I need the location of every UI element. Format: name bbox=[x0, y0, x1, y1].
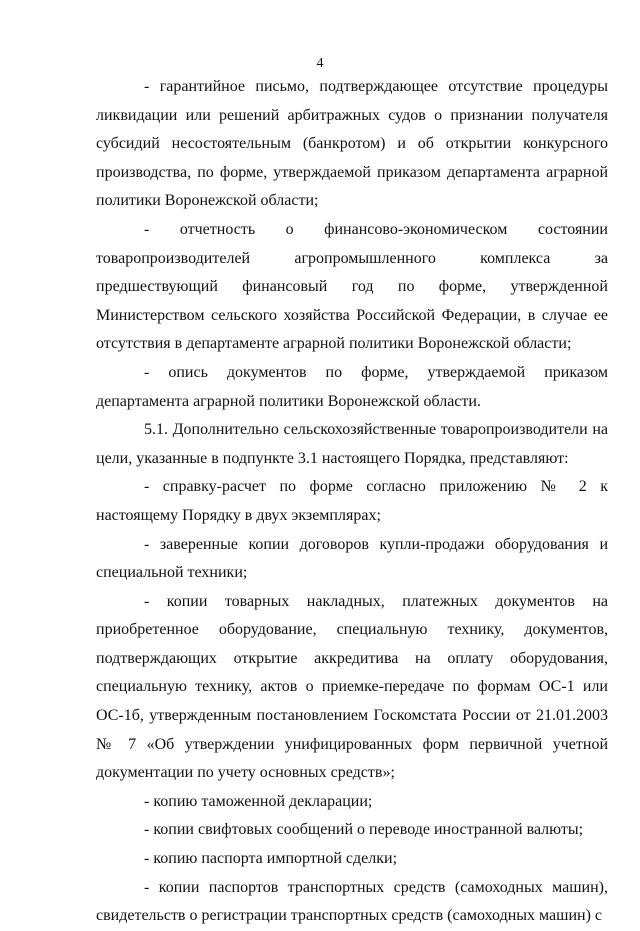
paragraph-calculation-certificate: - справку-расчет по форме согласно приложению № 2 к настоящему Порядку в двух экземплярах; bbox=[96, 478, 608, 524]
paragraph-contract-copies: - заверенные копии договоров купли-продажи оборудования и специальной техники; bbox=[96, 535, 608, 582]
paragraph-section-5-1: 5.1. Дополнительно сельскохозяйственные товаропроизводители на цели, указанные в подпункте 3.1 настоящего Порядка, представляют: bbox=[96, 421, 608, 467]
paragraph-customs-declaration: - копию таможенной декларации; bbox=[144, 792, 373, 810]
paragraph-invoice-copies: - копии товарных накладных, платежных документов на приобретенное оборудование, специальную технику, документов, подтверждающих открытие аккредитива на оплату оборудования, специальную технику, актов о приемке-передаче по формам ОС-1 или ОС-1б, утвержденным постановлением Госкомстата России от 21.01.2003 № 7 «Об утверждении унифицированных форм первичной учетной документации по учету основных средств»; bbox=[96, 592, 608, 782]
paragraph-document-inventory: - опись документов по форме, утверждаемой приказом департамента аграрной политики Воронежской области. bbox=[96, 363, 608, 410]
paragraph-vehicle-passports: - копии паспортов транспортных средств (самоходных машин), свидетельств о регистрации транспортных средств (самоходных машин) с bbox=[96, 878, 608, 925]
page-number: 4 bbox=[316, 56, 324, 71]
paragraph-financial-report: - отчетность о финансово-экономическом состоянии товаропроизводителей агропромышленного комплекса за предшествующий финансовый год по форме, утвержденной Министерством сельского хозяйства Российской Федерации, в случае ее отсутствия в департаменте аграрной политики Воронежской области; bbox=[96, 220, 608, 353]
paragraph-guarantee-letter: - гарантийное письмо, подтверждающее отсутствие процедуры ликвидации или решений арбитражных судов о признании получателя субсидий несостоятельным (банкротом) и об открытии конкурсного производства, по форме, утверждаемой приказом департамента аграрной политики Воронежской области; bbox=[96, 78, 608, 210]
document-body bbox=[96, 73, 608, 931]
paragraph-import-passport: - копию паспорта импортной сделки; bbox=[144, 850, 398, 868]
paragraph-swift-messages: - копии свифтовых сообщений о переводе иностранной валюты; bbox=[144, 821, 584, 839]
